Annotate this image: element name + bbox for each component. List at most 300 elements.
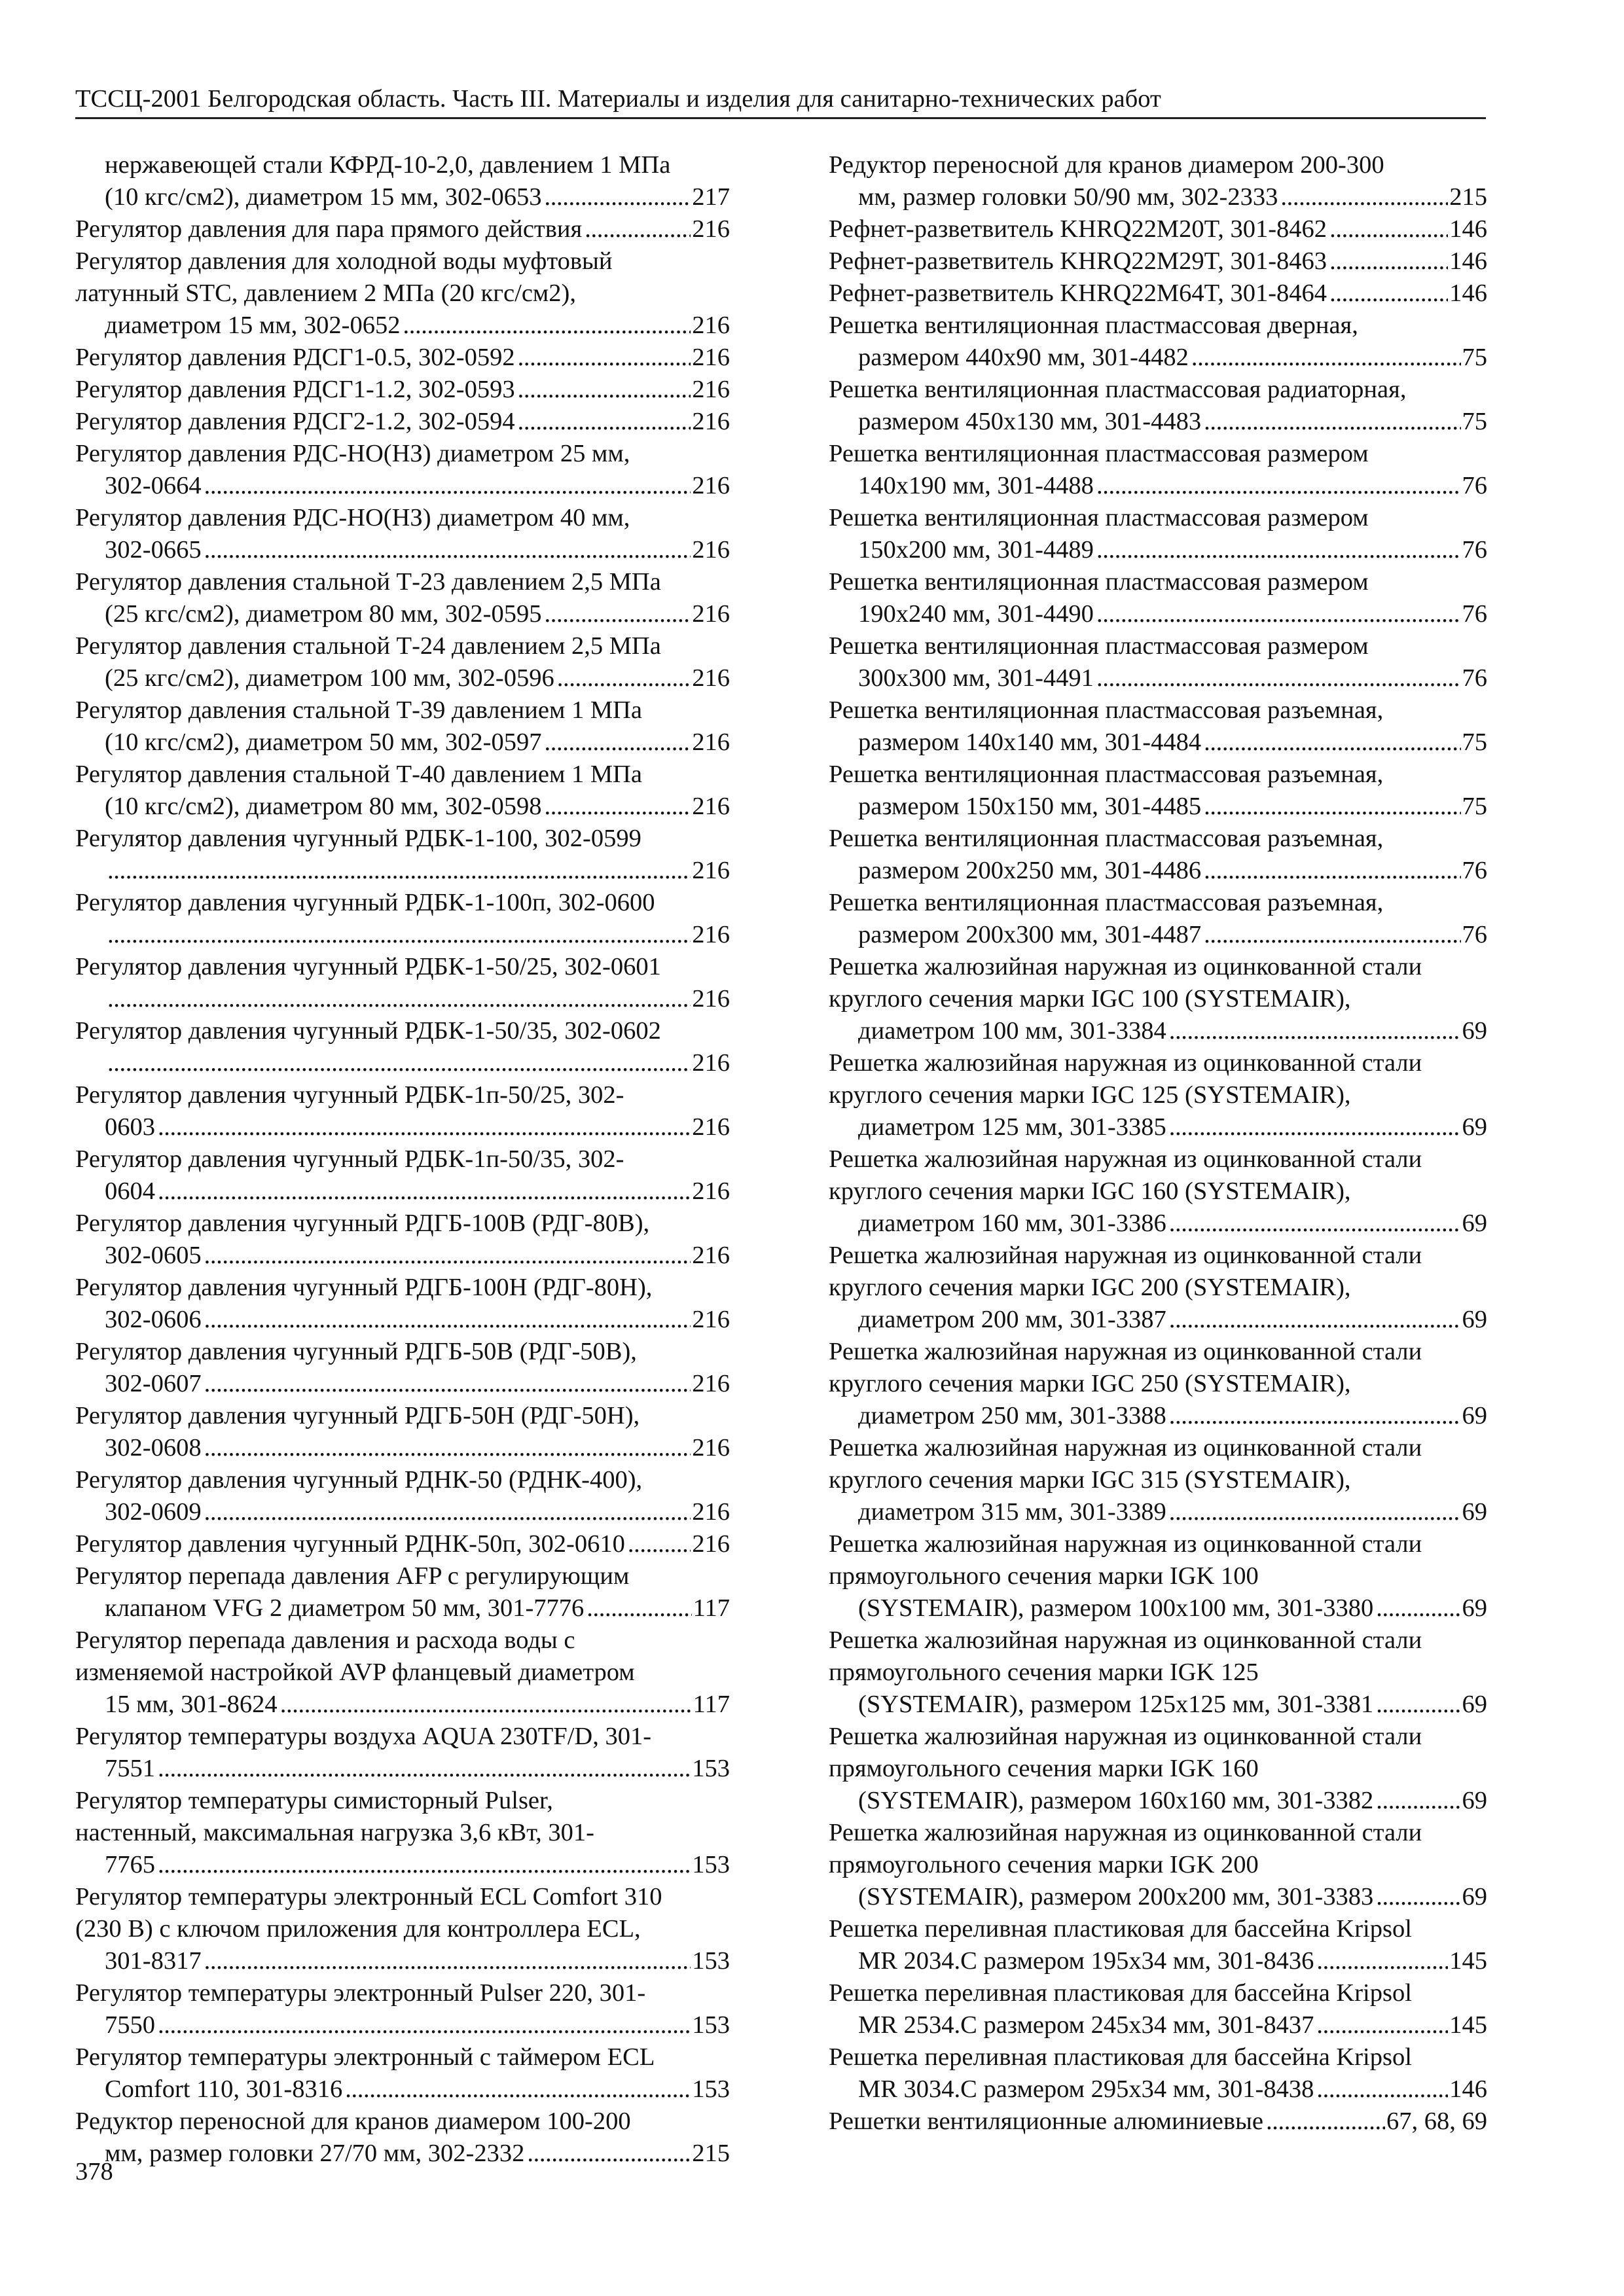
entry-line: Регулятор давления РДС-НО(НЗ) диаметром 40 мм, <box>75 504 630 531</box>
entry-page-ref: 216 <box>692 1049 730 1077</box>
entry-page-ref: 216 <box>692 1113 730 1141</box>
index-entry <box>75 438 730 502</box>
entry-line: Регулятор давления РДС-НО(НЗ) диаметром 25 мм, <box>75 440 630 467</box>
entry-page-ref: 145 <box>1449 1947 1487 1975</box>
entry-text: 302-0607 . . . <box>105 1368 691 1400</box>
entry-last-line <box>858 406 1487 438</box>
entry-text: 0604 . . . <box>105 1175 691 1208</box>
index-entry <box>75 374 730 406</box>
entry-text: размером 200х250 мм, 301-4486 . . . <box>858 855 1461 887</box>
entry-text: 302-0606 . . . <box>105 1304 691 1336</box>
entry-text: Рефнет-разветвитель KHRQ22M20T, 301-8462 . . . <box>829 213 1448 245</box>
entry-line: Регулятор температуры электронный с таймером ECL <box>75 2043 655 2071</box>
index-entry <box>829 278 1487 310</box>
entry-page-ref: 153 <box>692 2075 730 2103</box>
entry-page-ref: 117 <box>693 1594 730 1622</box>
entry-page-ref: 76 <box>1462 536 1487 564</box>
index-entry <box>75 406 730 438</box>
index-entry <box>75 1015 730 1079</box>
entry-text: Регулятор давления РДСГ1-1.2, 302-0593 . . . <box>75 374 691 406</box>
entry-line: Решетка жалюзийная наружная из оцинкованной стали <box>829 1145 1422 1173</box>
entry-line: Регулятор давления чугунный РДГБ-100В (РДГ-80В), <box>75 1210 650 1237</box>
entry-last-line <box>858 1785 1487 1817</box>
entry-line: Решетка вентиляционная пластмассовая размером <box>829 568 1369 596</box>
entry-line: Регулятор температуры электронный ECL Comfort 310 <box>75 1883 662 1910</box>
index-entry <box>75 2106 730 2170</box>
entry-last-line <box>858 1111 1487 1143</box>
entry-line: Решетка вентиляционная пластмассовая разъемная, <box>829 825 1384 852</box>
entry-page-ref: 216 <box>692 215 730 243</box>
entry-page-ref: 69 <box>1462 1498 1487 1526</box>
entry-line: Регулятор давления чугунный РДБК-1-50/35, 302-0602 <box>75 1017 661 1045</box>
entry-page-ref: 69 <box>1462 1017 1487 1045</box>
index-entry <box>829 245 1487 278</box>
entry-last-line <box>105 1945 730 1977</box>
entry-line: латунный STC, давлением 2 МПа (20 кгс/см2), <box>75 279 576 307</box>
entry-text: (25 кгс/см2), диаметром 80 мм, 302-0595 . . . <box>105 598 691 630</box>
index-entry <box>75 1143 730 1208</box>
index-entry <box>75 1785 730 1881</box>
entry-last-line <box>105 2073 730 2106</box>
entry-text: размером 450х130 мм, 301-4483 . . . <box>858 406 1461 438</box>
entry-page-ref: 75 <box>1462 728 1487 756</box>
entry-last-line <box>858 662 1487 694</box>
entry-last-line <box>858 1881 1487 1913</box>
index-entry <box>829 1240 1487 1336</box>
entry-text: (10 кгс/см2), диаметром 50 мм, 302-0597 . . . <box>105 726 691 759</box>
entry-last-line <box>858 470 1487 502</box>
entry-line: Регулятор давления чугунный РДБК-1п-50/35, 302- <box>75 1145 624 1173</box>
index-entry <box>829 2106 1487 2138</box>
running-header: ТССЦ-2001 Белгородская область. Часть III. Материалы и изделия для санитарно-технических работ <box>75 85 1161 113</box>
entry-page-ref: 153 <box>692 1755 730 1782</box>
entry-text: диаметром 200 мм, 301-3387 . . . <box>858 1304 1461 1336</box>
entry-page-ref: 69 <box>1462 1306 1487 1333</box>
entry-page-ref: 69 <box>1462 1883 1487 1910</box>
entry-line: Регулятор перепада давления AFP с регулирующим <box>75 1562 630 1590</box>
index-entry <box>829 1624 1487 1721</box>
index-entry <box>829 2041 1487 2106</box>
entry-text: MR 2034.C размером 195х34 мм, 301-8436 . . . <box>858 1945 1448 1977</box>
entry-line: настенный, максимальная нагрузка 3,6 кВт, 301- <box>75 1819 594 1846</box>
entry-text: Решетки вентиляционные алюминиевые . . . <box>829 2106 1385 2138</box>
entry-page-ref: 215 <box>692 2140 730 2167</box>
index-entry <box>829 694 1487 759</box>
index-entry <box>829 213 1487 245</box>
entry-page-ref: 153 <box>692 2011 730 2039</box>
entry-page-ref: 216 <box>692 1530 730 1558</box>
entry-page-ref: 69 <box>1462 1113 1487 1141</box>
entry-text: диаметром 100 мм, 301-3384 . . . <box>858 1015 1461 1047</box>
entry-line: Решетка вентиляционная пластмассовая размером <box>829 440 1369 467</box>
entry-last-line <box>858 855 1487 887</box>
entry-line: Регулятор давления чугунный РДНК-50 (РДНК-400), <box>75 1466 643 1494</box>
entry-line: Решетка вентиляционная пластмассовая размером <box>829 504 1369 531</box>
entry-page-ref: 76 <box>1462 664 1487 692</box>
entry-line: Регулятор давления чугунный РДБК-1-50/25, 302-0601 <box>75 953 661 980</box>
entry-page-ref: 69 <box>1462 1594 1487 1622</box>
entry-page-ref: 216 <box>692 857 730 884</box>
header-rule <box>75 117 1486 119</box>
entry-line: Регулятор давления чугунный РДГБ-50В (РДГ-50В), <box>75 1338 637 1365</box>
entry-last-line <box>858 2073 1487 2106</box>
entry-line: Решетка жалюзийная наружная из оцинкованной стали <box>829 1530 1422 1558</box>
index-entry <box>829 438 1487 502</box>
index-entry <box>75 1272 730 1336</box>
index-entry <box>829 566 1487 630</box>
entry-last-line <box>858 1945 1487 1977</box>
entry-last-line <box>858 1400 1487 1432</box>
entry-line: Решетка жалюзийная наружная из оцинкованной стали <box>829 953 1422 980</box>
entry-last-line <box>75 342 730 374</box>
index-entry <box>75 823 730 887</box>
entry-last-line <box>858 534 1487 566</box>
entry-text: (25 кгс/см2), диаметром 100 мм, 302-0596 . . . <box>105 662 691 694</box>
entry-page-ref: 76 <box>1462 921 1487 948</box>
entry-last-line <box>829 278 1487 310</box>
entry-text: 300х300 мм, 301-4491 . . . <box>858 662 1461 694</box>
index-entry <box>75 951 730 1015</box>
entry-text: MR 2534.C размером 245х34 мм, 301-8437 . . . <box>858 2009 1448 2041</box>
index-entry <box>75 342 730 374</box>
entry-last-line <box>105 1592 730 1624</box>
entry-last-line <box>858 2009 1487 2041</box>
entry-line: круглого сечения марки IGC 200 (SYSTEMAIR), <box>829 1274 1351 1301</box>
entry-page-ref: 216 <box>692 1242 730 1269</box>
entry-last-line <box>105 1496 730 1528</box>
entry-line: Решетка жалюзийная наружная из оцинкованной стали <box>829 1723 1422 1750</box>
index-entry <box>75 149 730 213</box>
entry-text: (SYSTEMAIR), размером 160х160 мм, 301-3382 . . . <box>858 1785 1461 1817</box>
entry-last-line <box>858 919 1487 951</box>
index-entry <box>75 630 730 694</box>
index-entry <box>829 887 1487 951</box>
entry-last-line <box>105 534 730 566</box>
entry-line: Решетка вентиляционная пластмассовая разъемная, <box>829 761 1384 788</box>
index-entry <box>75 694 730 759</box>
index-entry <box>75 245 730 342</box>
entry-last-line <box>858 342 1487 374</box>
entry-text: 301-8317 . . . <box>105 1945 691 1977</box>
entry-line: Регулятор давления стальной Т-39 давлением 1 МПа <box>75 696 642 724</box>
entry-last-line <box>105 1753 730 1785</box>
entry-page-ref: 69 <box>1462 1210 1487 1237</box>
entry-text: 7551 . . . <box>105 1753 691 1785</box>
entry-text: Регулятор давления РДСГ2-1.2, 302-0594 . . . <box>75 406 691 438</box>
entry-text: диаметром 160 мм, 301-3386 . . . <box>858 1208 1461 1240</box>
index-entry <box>75 1560 730 1624</box>
entry-line: Решетка жалюзийная наружная из оцинкованной стали <box>829 1242 1422 1269</box>
entry-text: диаметром 250 мм, 301-3388 . . . <box>858 1400 1461 1432</box>
entry-text: 302-0609 . . . <box>105 1496 691 1528</box>
entry-page-ref: 76 <box>1462 472 1487 499</box>
index-entry <box>829 1336 1487 1432</box>
entry-last-line <box>105 1047 730 1079</box>
entry-line: Решетка жалюзийная наружная из оцинкованной стали <box>829 1338 1422 1365</box>
entry-last-line <box>105 310 730 342</box>
entry-page-ref: 75 <box>1462 344 1487 371</box>
index-entry <box>829 823 1487 887</box>
entry-last-line <box>858 1592 1487 1624</box>
index-entry <box>829 1721 1487 1817</box>
entry-text: 302-0608 . . . <box>105 1432 691 1464</box>
entry-line: Решетка переливная пластиковая для бассейна Kripsol <box>829 1915 1412 1943</box>
index-entry <box>75 1079 730 1143</box>
entry-line: Регулятор давления для холодной воды муфтовый <box>75 247 613 275</box>
entry-last-line <box>858 1689 1487 1721</box>
entry-last-line <box>105 1240 730 1272</box>
entry-text: Comfort 110, 301-8316 . . . <box>105 2073 691 2106</box>
entry-text: 15 мм, 301-8624 . . . <box>105 1689 692 1721</box>
entry-text: Регулятор давления чугунный РДНК-50п, 302-0610 . . . <box>75 1528 691 1560</box>
entry-line: круглого сечения марки IGC 125 (SYSTEMAIR), <box>829 1081 1351 1109</box>
entry-text: 302-0605 . . . <box>105 1240 691 1272</box>
index-entry <box>75 502 730 566</box>
entry-line: Решетка вентиляционная пластмассовая разъемная, <box>829 696 1384 724</box>
entry-text <box>105 983 691 1015</box>
entry-last-line <box>105 2138 730 2170</box>
entry-line: Регулятор давления чугунный РДБК-1-100, 302-0599 <box>75 825 641 852</box>
entry-last-line <box>105 1689 730 1721</box>
entry-text: 190х240 мм, 301-4490 . . . <box>858 598 1461 630</box>
entry-line: Решетка жалюзийная наружная из оцинкованной стали <box>829 1819 1422 1846</box>
entry-page-ref: 216 <box>692 376 730 403</box>
entry-text: 150х200 мм, 301-4489 . . . <box>858 534 1461 566</box>
entry-line: прямоугольного сечения марки IGK 160 <box>829 1755 1259 1782</box>
entry-page-ref: 145 <box>1449 2011 1487 2039</box>
index-entry <box>75 1528 730 1560</box>
entry-page-ref: 146 <box>1449 247 1487 275</box>
index-entry <box>75 566 730 630</box>
entry-line: Решетка вентиляционная пластмассовая разъемная, <box>829 889 1384 916</box>
entry-last-line <box>105 1111 730 1143</box>
entry-last-line <box>858 1015 1487 1047</box>
index-entry <box>829 310 1487 374</box>
entry-last-line <box>105 1849 730 1881</box>
entry-page-ref: 216 <box>692 921 730 948</box>
index-entry <box>829 149 1487 213</box>
entry-page-ref: 216 <box>692 1498 730 1526</box>
entry-last-line <box>858 1208 1487 1240</box>
entry-page-ref: 216 <box>692 536 730 564</box>
entry-last-line <box>829 2106 1487 2138</box>
entry-line: Решетка вентиляционная пластмассовая размером <box>829 632 1369 660</box>
index-entry <box>75 2041 730 2106</box>
index-entry <box>75 1721 730 1785</box>
entry-line: Регулятор давления стальной Т-23 давлением 2,5 МПа <box>75 568 661 596</box>
entry-page-ref: 146 <box>1449 2075 1487 2103</box>
index-entry <box>829 1432 1487 1528</box>
entry-page-ref: 216 <box>692 1434 730 1462</box>
index-entry <box>829 1143 1487 1240</box>
entry-last-line <box>105 791 730 823</box>
entry-line: Регулятор перепада давления и расхода воды с <box>75 1626 575 1654</box>
index-entry <box>75 1208 730 1272</box>
entry-line: Решетка переливная пластиковая для бассейна Kripsol <box>829 2043 1412 2071</box>
entry-text: (10 кгс/см2), диаметром 15 мм, 302-0653 . . . <box>105 181 691 213</box>
entry-text <box>105 1047 691 1079</box>
entry-page-ref: 216 <box>692 728 730 756</box>
entry-page-ref: 146 <box>1449 279 1487 307</box>
entry-line: Решетка вентиляционная пластмассовая радиаторная, <box>829 376 1407 403</box>
entry-line: изменяемой настройкой AVP фланцевый диаметром <box>75 1659 635 1686</box>
index-entry <box>75 1400 730 1464</box>
entry-text: (10 кгс/см2), диаметром 80 мм, 302-0598 . . . <box>105 791 691 823</box>
entry-text: размером 440х90 мм, 301-4482 . . . <box>858 342 1461 374</box>
entry-last-line <box>105 1175 730 1208</box>
entry-page-ref: 216 <box>692 1177 730 1205</box>
entry-line: нержавеющей стали КФРД-10-2,0, давлением 1 МПа <box>105 151 671 179</box>
entry-text: Регулятор давления РДСГ1-0.5, 302-0592 . . . <box>75 342 691 374</box>
entry-text: Рефнет-разветвитель KHRQ22M29T, 301-8463 . . . <box>829 245 1448 278</box>
index-entry <box>829 1817 1487 1913</box>
entry-last-line <box>105 470 730 502</box>
entry-last-line <box>105 2009 730 2041</box>
entry-line: Регулятор давления чугунный РДГБ-100Н (РДГ-80Н), <box>75 1274 653 1301</box>
entry-line: (230 В) с ключом приложения для контроллера ECL, <box>75 1915 641 1943</box>
entry-line: Решетка вентиляционная пластмассовая дверная, <box>829 312 1358 339</box>
entry-page-ref: 216 <box>692 600 730 628</box>
index-entry <box>75 213 730 245</box>
entry-line: Редуктор переносной для кранов диамером 200-300 <box>829 151 1384 179</box>
entry-page-ref: 76 <box>1462 857 1487 884</box>
entry-page-ref: 215 <box>1449 183 1487 211</box>
entry-page-ref: 117 <box>693 1691 730 1718</box>
entry-text: диаметром 315 мм, 301-3389 . . . <box>858 1496 1461 1528</box>
index-entry <box>75 1977 730 2041</box>
entry-last-line <box>829 245 1487 278</box>
entry-line: Регулятор давления стальной Т-24 давлением 2,5 МПа <box>75 632 661 660</box>
entry-last-line <box>105 1432 730 1464</box>
entry-text: размером 140х140 мм, 301-4484 . . . <box>858 726 1461 759</box>
entry-line: круглого сечения марки IGC 160 (SYSTEMAIR), <box>829 1177 1351 1205</box>
entry-last-line <box>75 374 730 406</box>
index-entry <box>829 1913 1487 1977</box>
entry-last-line <box>858 598 1487 630</box>
index-entry <box>829 630 1487 694</box>
entry-line: прямоугольного сечения марки IGK 200 <box>829 1851 1259 1878</box>
page-number: 378 <box>75 2158 113 2185</box>
index-entry <box>75 1881 730 1977</box>
entry-line: Решетка жалюзийная наружная из оцинкованной стали <box>829 1049 1422 1077</box>
entry-last-line <box>105 726 730 759</box>
entry-page-ref: 75 <box>1462 408 1487 435</box>
index-entry <box>75 1624 730 1721</box>
entry-text: 7550 . . . <box>105 2009 691 2041</box>
entry-page-ref: 216 <box>692 344 730 371</box>
entry-last-line <box>858 791 1487 823</box>
entry-line: круглого сечения марки IGC 100 (SYSTEMAIR), <box>829 985 1351 1013</box>
entry-last-line <box>75 406 730 438</box>
entry-text: размером 150х150 мм, 301-4485 . . . <box>858 791 1461 823</box>
index-entry <box>829 502 1487 566</box>
entry-page-ref: 75 <box>1462 793 1487 820</box>
entry-text: 302-0665 . . . <box>105 534 691 566</box>
entry-last-line <box>858 1496 1487 1528</box>
entry-line: Решетка жалюзийная наружная из оцинкованной стали <box>829 1434 1422 1462</box>
entry-page-ref: 69 <box>1462 1787 1487 1814</box>
index-entry <box>829 759 1487 823</box>
entry-text: клапаном VFG 2 диаметром 50 мм, 301-7776 . . . <box>105 1592 692 1624</box>
entry-line: круглого сечения марки IGC 250 (SYSTEMAIR), <box>829 1370 1351 1397</box>
entry-line: Регулятор температуры электронный Pulser 220, 301- <box>75 1979 646 2007</box>
entry-line: Регулятор давления чугунный РДБК-1п-50/25, 302- <box>75 1081 624 1109</box>
entry-line: Решетка переливная пластиковая для бассейна Kripsol <box>829 1979 1412 2007</box>
entry-text <box>105 855 691 887</box>
entry-last-line <box>105 598 730 630</box>
entry-last-line <box>75 213 730 245</box>
entry-text: диаметром 125 мм, 301-3385 . . . <box>858 1111 1461 1143</box>
entry-last-line <box>858 181 1487 213</box>
entry-last-line <box>105 983 730 1015</box>
entry-text: диаметром 15 мм, 302-0652 . . . <box>105 310 691 342</box>
entry-page-ref: 216 <box>692 985 730 1013</box>
entry-line: Регулятор давления чугунный РДБК-1-100п, 302-0600 <box>75 889 655 916</box>
entry-line: прямоугольного сечения марки IGK 100 <box>829 1562 1259 1590</box>
entry-last-line <box>858 1304 1487 1336</box>
entry-text: 140х190 мм, 301-4488 . . . <box>858 470 1461 502</box>
entry-page-ref: 76 <box>1462 600 1487 628</box>
entry-text: MR 3034.C размером 295х34 мм, 301-8438 . . . <box>858 2073 1448 2106</box>
entry-text: (SYSTEMAIR), размером 125х125 мм, 301-3381 . . . <box>858 1689 1461 1721</box>
entry-last-line <box>858 726 1487 759</box>
entry-text: размером 200х300 мм, 301-4487 . . . <box>858 919 1461 951</box>
entry-text: мм, размер головки 50/90 мм, 302-2333 . . . <box>858 181 1448 213</box>
entry-page-ref: 153 <box>692 1947 730 1975</box>
entry-page-ref: 216 <box>692 793 730 820</box>
entry-text: 7765 . . . <box>105 1849 691 1881</box>
entry-line: Решетка жалюзийная наружная из оцинкованной стали <box>829 1626 1422 1654</box>
index-column-left <box>75 149 730 2170</box>
index-entry <box>829 374 1487 438</box>
entry-page-ref: 216 <box>692 1370 730 1397</box>
entry-page-ref: 216 <box>692 312 730 339</box>
entry-last-line <box>105 1368 730 1400</box>
entry-last-line <box>105 855 730 887</box>
entry-text: 0603 . . . <box>105 1111 691 1143</box>
index-entry <box>829 1977 1487 2041</box>
entry-page-ref: 153 <box>692 1851 730 1878</box>
entry-page-ref: 69 <box>1462 1691 1487 1718</box>
entry-line: Регулятор давления стальной Т-40 давлением 1 МПа <box>75 761 642 788</box>
entry-last-line <box>105 1304 730 1336</box>
entry-last-line <box>105 181 730 213</box>
entry-last-line <box>105 919 730 951</box>
entry-last-line <box>105 662 730 694</box>
entry-page-ref: 216 <box>692 1306 730 1333</box>
entry-line: Регулятор давления чугунный РДГБ-50Н (РДГ-50Н), <box>75 1402 640 1429</box>
entry-line: круглого сечения марки IGC 315 (SYSTEMAIR), <box>829 1466 1351 1494</box>
entry-text: (SYSTEMAIR), размером 100х100 мм, 301-3380 . . . <box>858 1592 1461 1624</box>
entry-text <box>105 919 691 951</box>
entry-last-line <box>829 213 1487 245</box>
entry-last-line <box>75 1528 730 1560</box>
index-entry <box>829 1047 1487 1143</box>
entry-page-ref: 216 <box>692 472 730 499</box>
index-entry <box>829 951 1487 1047</box>
index-entry <box>75 1464 730 1528</box>
entry-page-ref: 69 <box>1462 1402 1487 1429</box>
entry-text: Регулятор давления для пара прямого действия . . . <box>75 213 691 245</box>
entry-page-ref: 67, 68, 69 <box>1386 2108 1487 2135</box>
entry-line: Регулятор температуры симисторный Pulser, <box>75 1787 553 1814</box>
entry-page-ref: 216 <box>692 664 730 692</box>
entry-page-ref: 217 <box>692 183 730 211</box>
index-entry <box>75 887 730 951</box>
index-entry <box>75 1336 730 1400</box>
entry-text: (SYSTEMAIR), размером 200х200 мм, 301-3383 . . . <box>858 1881 1461 1913</box>
entry-page-ref: 216 <box>692 408 730 435</box>
